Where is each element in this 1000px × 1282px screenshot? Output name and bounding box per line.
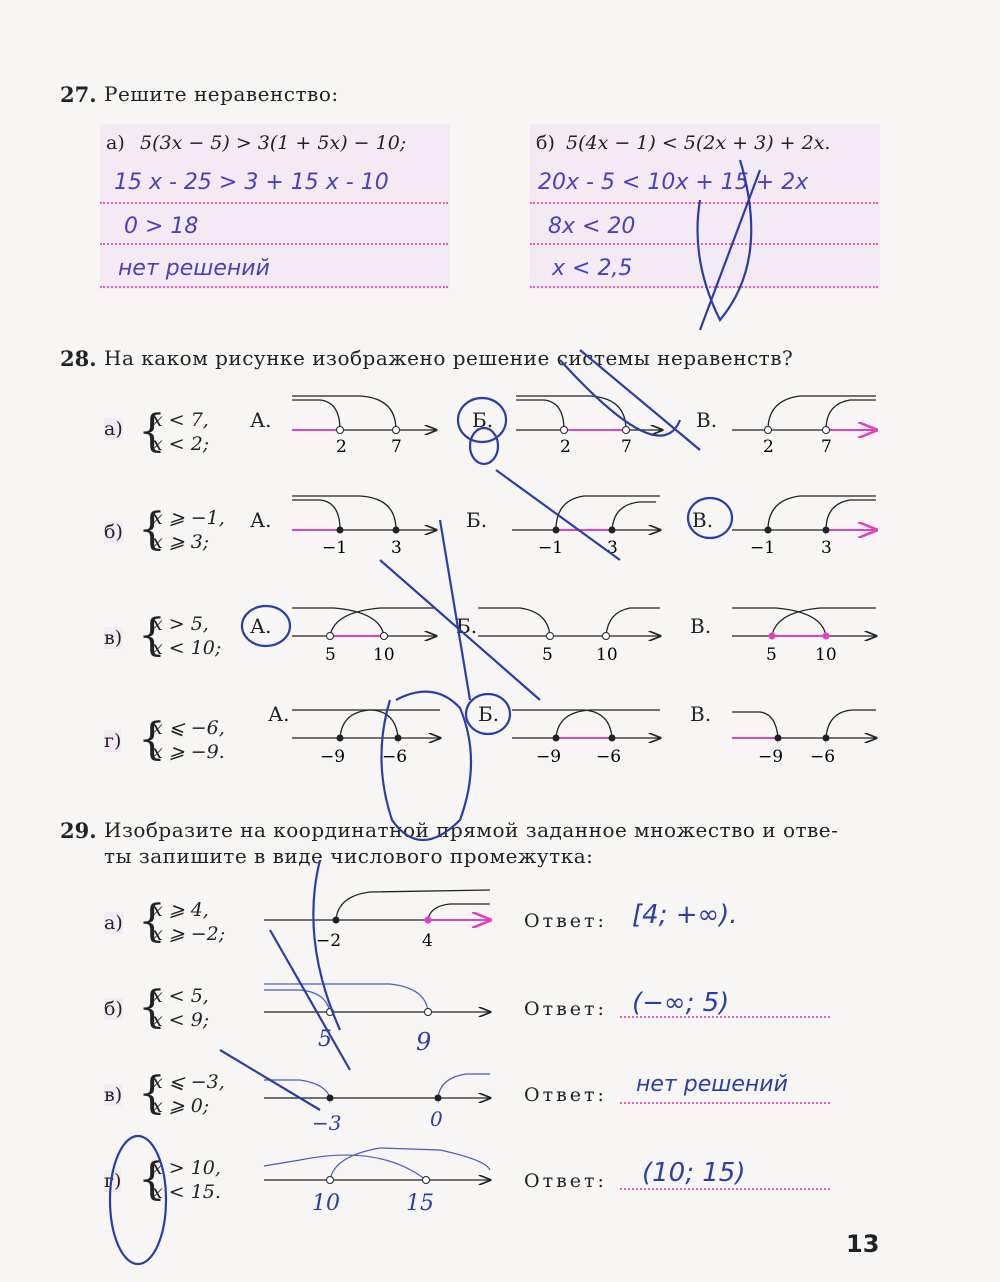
ex29-a-system: { x ⩾ 4, x ⩾ −2;: [138, 896, 226, 947]
circle-28b-c: [688, 498, 732, 538]
ex28-d-line-b: [512, 710, 660, 767]
ex27-b-expression: 5(4x − 1) < 5(2x + 3) + 2x.: [566, 132, 831, 154]
ex27-b-work-line-2: 8x < 20: [548, 214, 636, 239]
svg-text:10: 10: [596, 645, 618, 665]
ex29-c-tick-2: 0: [430, 1107, 443, 1131]
ex27-a-expression: 5(3x − 5) > 3(1 + 5x) − 10;: [140, 132, 407, 154]
svg-text:−9: −9: [758, 747, 784, 767]
ex28-a-option-c: В.: [696, 408, 718, 432]
ex28-c-option-c: В.: [690, 614, 712, 638]
ex28-c-line-b: [478, 608, 660, 665]
ex28-a-line-a: [292, 396, 436, 457]
tick-2: 2: [336, 437, 347, 457]
ex27-a-work-line-1: 15 x - 25 > 3 + 15 x - 10: [114, 170, 389, 195]
svg-text:−9: −9: [320, 747, 346, 767]
ex28-a-line-c: [732, 396, 876, 457]
svg-text:−6: −6: [382, 747, 408, 767]
ex28-b-system: { x ⩾ −1, x ⩾ 3;: [138, 504, 225, 555]
ex28-c-line-a: [292, 608, 436, 665]
svg-text:10: 10: [815, 645, 837, 665]
ex27-a-work-line-3: нет решений: [118, 256, 270, 281]
ex28-a-line-b: [516, 396, 662, 457]
ex29-c-system: { x ⩽ −3, x ⩾ 0;: [138, 1068, 225, 1119]
svg-text:−1: −1: [538, 538, 564, 558]
svg-text:−1: −1: [750, 538, 776, 558]
ex29-c-answer: нет решений: [636, 1072, 788, 1097]
circle-28d-b: [466, 694, 510, 734]
ex28-b-option-b: Б.: [466, 508, 488, 532]
circle-29d: [110, 1136, 166, 1264]
svg-text:7: 7: [821, 437, 832, 457]
ex28-d-option-a: А.: [268, 702, 290, 726]
svg-text:−2: −2: [316, 931, 342, 951]
ex27-b-label: б): [536, 132, 555, 154]
ex28-b-line-b: [512, 496, 660, 558]
ex28-c-label: в): [104, 627, 123, 649]
ex29-d-system: { x > 10, x < 15.: [138, 1154, 221, 1205]
ex28-c-option-a: А.: [250, 614, 272, 638]
exercise-28-number: 28.: [60, 346, 97, 371]
tick-7: 7: [391, 437, 402, 457]
circle-28c-a: [242, 606, 290, 646]
ex28-d-line-c: [732, 710, 876, 767]
ex29-c-label: в): [104, 1084, 123, 1106]
ex28-a-label: а): [104, 418, 123, 440]
ex28-d-system: { x ⩽ −6, x ⩾ −9.: [138, 714, 225, 765]
svg-text:−6: −6: [596, 747, 622, 767]
exercise-28-prompt: На каком рисунке изображено решение системы неравенств?: [104, 346, 794, 370]
svg-text:5: 5: [542, 645, 553, 665]
exercise-29-prompt-line-2: ты запишите в виде числового промежутка:: [104, 844, 594, 868]
ex29-a-line: [264, 890, 490, 951]
ex28-a-system: { x < 7, x < 2;: [138, 406, 210, 457]
ex27-b-work-line-1: 20x - 5 < 10x + 15 + 2x: [538, 170, 809, 195]
ex29-a-label: а): [104, 912, 123, 934]
ex29-b-answer-label: Ответ:: [524, 998, 607, 1020]
ex29-c-answer-label: Ответ:: [524, 1084, 607, 1106]
ex28-b-line-a: [292, 496, 436, 558]
circle-28a-b: [458, 398, 506, 442]
svg-text:3: 3: [821, 538, 832, 558]
ex29-d-label: г): [104, 1170, 122, 1192]
exercise-29-number: 29.: [60, 818, 97, 843]
ex29-c-tick-1: −3: [312, 1111, 342, 1135]
ex29-d-tick-1: 10: [312, 1191, 340, 1216]
ex29-b-system: { x < 5, x < 9;: [138, 982, 210, 1033]
ex27-b-work-line-3: x < 2,5: [552, 256, 633, 281]
svg-text:7: 7: [621, 437, 632, 457]
ex28-b-option-a: А.: [250, 508, 272, 532]
ex28-b-label: б): [104, 521, 123, 543]
svg-text:5: 5: [766, 645, 777, 665]
circle-28a-extra: [470, 428, 498, 464]
ex27-a-label: а): [106, 132, 125, 154]
ex29-b-tick-1: 5: [318, 1027, 332, 1052]
exercise-27-prompt: Решите неравенство:: [104, 82, 339, 106]
ex29-a-answer: [4; +∞).: [632, 900, 738, 930]
ex29-b-label: б): [104, 998, 123, 1020]
exercise-29-prompt-line-1: Изобразите на координатной прямой заданное множество и отве-: [104, 818, 839, 842]
ex28-c-system: { x > 5, x < 10;: [138, 610, 222, 661]
ex28-c-line-c: [732, 608, 876, 665]
ex28-a-option-b: Б.: [472, 408, 494, 432]
exercise-27-number: 27.: [60, 82, 97, 107]
ex27-a-work-line-2: 0 > 18: [124, 214, 199, 239]
ex29-d-tick-2: 15: [406, 1191, 434, 1216]
svg-text:2: 2: [560, 437, 571, 457]
ex29-d-answer-label: Ответ:: [524, 1170, 607, 1192]
svg-text:3: 3: [607, 538, 618, 558]
ex29-d-line: [264, 1148, 490, 1184]
ex28-b-option-c: В.: [692, 508, 714, 532]
svg-text:5: 5: [325, 645, 336, 665]
ex29-b-answer: (−∞; 5): [632, 988, 730, 1018]
ex29-b-tick-2: 9: [416, 1028, 432, 1056]
ex28-a-option-a: А.: [250, 408, 272, 432]
ex28-d-line-a: [292, 710, 440, 767]
svg-text:10: 10: [373, 645, 395, 665]
svg-text:−6: −6: [810, 747, 836, 767]
svg-text:−9: −9: [536, 747, 562, 767]
ex28-d-label: г): [104, 730, 122, 752]
svg-text:2: 2: [763, 437, 774, 457]
page-number: 13: [846, 1230, 880, 1258]
ex29-b-line: [264, 984, 490, 1016]
ex28-c-option-b: Б.: [456, 614, 478, 638]
ex28-d-option-c: В.: [690, 702, 712, 726]
svg-text:3: 3: [391, 538, 402, 558]
svg-text:−1: −1: [322, 538, 348, 558]
ex29-a-answer-label: Ответ:: [524, 910, 607, 932]
ex28-d-option-b: Б.: [478, 702, 500, 726]
svg-text:4: 4: [422, 931, 433, 951]
ex28-b-line-c: [732, 496, 876, 558]
ex29-d-answer: (10; 15): [642, 1158, 746, 1188]
